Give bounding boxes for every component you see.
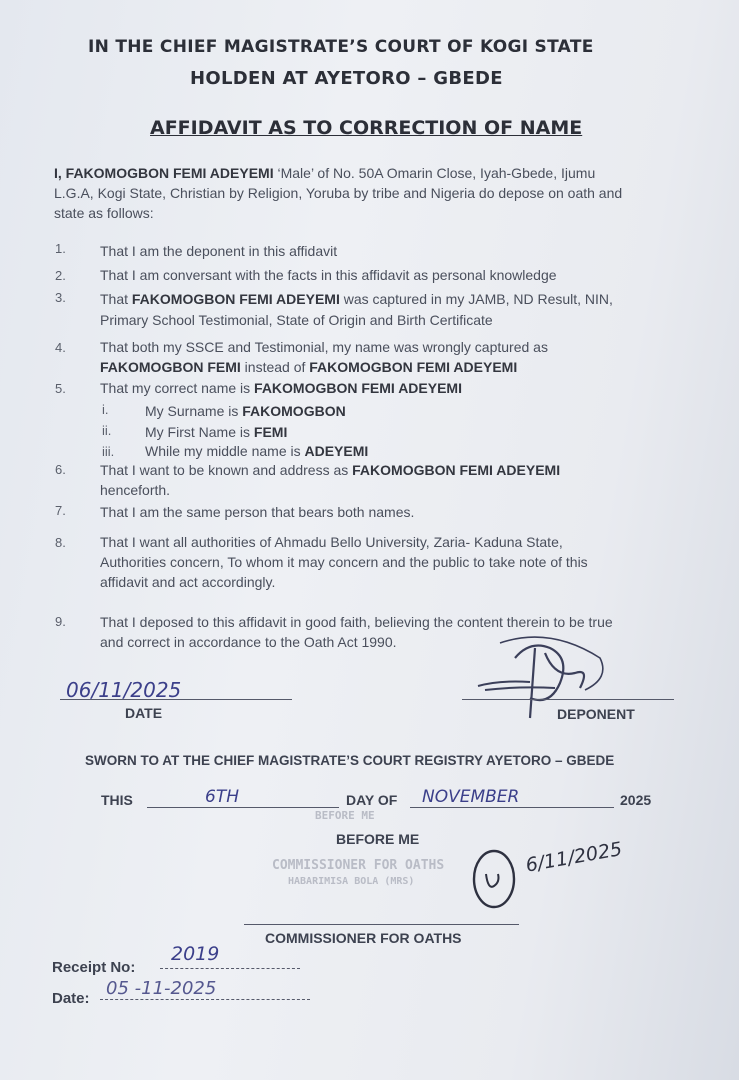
receipt-date-value: 05 -11-2025 [106, 978, 217, 999]
commissioner-signature-mark [470, 846, 520, 912]
name-span: FAKOMOGBON FEMI ADEYEMI [131, 291, 340, 307]
item-number: 3. [55, 290, 66, 305]
item-text: henceforth. [100, 482, 171, 498]
stamp-faint-before-me: BEFORE ME [315, 809, 375, 822]
item-text: That I am the deponent in this affidavit [100, 243, 338, 259]
sub-item-text [145, 422, 287, 442]
holden-heading: HOLDEN AT AYETORO – GBEDE [190, 68, 503, 89]
receipt-label: Receipt No: [52, 959, 136, 976]
date-signature-line [60, 699, 292, 700]
item-text [100, 289, 613, 309]
item-text [100, 460, 560, 480]
sub-item-text [145, 441, 368, 461]
item-text [100, 378, 462, 398]
item-text: That both my SSCE and Testimonial, my name was wrongly captured as [100, 339, 548, 355]
receipt-line [160, 968, 300, 969]
item-number: 2. [55, 268, 66, 283]
text-span: While my middle name is [145, 443, 305, 459]
item-text: That I deposed to this affidavit in good faith, believing the content therein to be true [100, 614, 613, 630]
roman-number: iii. [102, 444, 115, 459]
receipt-date-label: Date: [52, 990, 90, 1007]
receipt-date-line [100, 999, 310, 1000]
intro-line-2: L.G.A, Kogi State, Christian by Religion, Yoruba by tribe and Nigeria do depose on oath and [54, 185, 623, 201]
stamp-name: HABARIMISA BOLA (MRS) [288, 876, 415, 887]
item-text: and correct in accordance to the Oath Act 1990. [100, 634, 397, 650]
item-number: 7. [55, 503, 66, 518]
year-text: 2025 [620, 792, 652, 808]
sworn-statement: SWORN TO AT THE CHIEF MAGISTRATE’S COURT REGISTRY AYETORO – GBEDE [85, 753, 615, 768]
item-text: Primary School Testimonial, State of Origin and Birth Certificate [100, 312, 493, 328]
name-span: FAKOMOGBON FEMI [100, 359, 241, 375]
day-of-label: DAY OF [346, 792, 398, 808]
court-heading: IN THE CHIEF MAGISTRATE’S COURT OF KOGI STATE [88, 37, 594, 57]
text-span: That [100, 291, 132, 307]
handwritten-day: 6TH [205, 787, 239, 807]
before-me-label: BEFORE ME [336, 831, 420, 847]
stamp-commissioner: COMMISSIONER FOR OATHS [272, 858, 445, 873]
day-line [147, 807, 339, 808]
this-label: THIS [101, 792, 133, 808]
affidavit-title: AFFIDAVIT AS TO CORRECTION OF NAME [150, 117, 583, 139]
sub-item-text [145, 401, 346, 421]
item-number: 1. [55, 241, 66, 256]
month-line [410, 807, 614, 808]
date-label: DATE [125, 705, 163, 721]
intro-line-1 [54, 163, 595, 183]
item-number: 8. [55, 535, 66, 550]
text-span: My Surname is [145, 403, 243, 419]
item-text: Authorities concern, To whom it may concern and the public to take note of this [100, 554, 588, 570]
commissioner-label: COMMISSIONER FOR OATHS [265, 930, 462, 946]
handwritten-date: 06/11/2025 [66, 678, 182, 702]
text-span: was captured in my JAMB, ND Result, NIN, [339, 291, 613, 307]
roman-number: i. [102, 402, 109, 417]
item-number: 5. [55, 381, 66, 396]
item-text: affidavit and act accordingly. [100, 574, 276, 590]
name-span: FAKOMOGBON FEMI ADEYEMI [309, 359, 518, 375]
intro-line-3: state as follows: [54, 205, 154, 221]
receipt-number: 2019 [171, 943, 220, 965]
name-span: FAKOMOGBON [242, 403, 346, 419]
item-number: 9. [55, 614, 66, 629]
item-text: That I want all authorities of Ahmadu Bello University, Zaria- Kaduna State, [100, 534, 563, 550]
name-span: ADEYEMI [304, 443, 369, 459]
text-span: That I want to be known and address as [100, 462, 353, 478]
text-span: instead of [240, 359, 310, 375]
item-text: That I am the same person that bears both names. [100, 504, 415, 520]
roman-number: ii. [102, 423, 112, 438]
name-span: FAKOMOGBON FEMI ADEYEMI [352, 462, 561, 478]
name-span: FEMI [253, 424, 288, 440]
item-text [100, 357, 517, 377]
commissioner-handwritten-date: 6/11/2025 [524, 838, 624, 877]
item-text: That I am conversant with the facts in this affidavit as personal knowledge [100, 267, 557, 283]
item-number: 4. [55, 340, 66, 355]
text-span: My First Name is [145, 424, 254, 440]
deponent-signature-line [462, 699, 674, 700]
name-span: FAKOMOGBON FEMI ADEYEMI [254, 380, 462, 396]
deponent-label: DEPONENT [557, 706, 635, 722]
handwritten-month: NOVEMBER [422, 787, 520, 807]
intro-address: ‘Male’ of No. 50A Omarin Close, Iyah-Gbede, Ijumu [273, 165, 596, 181]
commissioner-signature-line [244, 924, 519, 925]
deponent-name: I, FAKOMOGBON FEMI ADEYEMI [54, 165, 274, 181]
text-span: That my correct name is [100, 380, 255, 396]
item-number: 6. [55, 462, 66, 477]
